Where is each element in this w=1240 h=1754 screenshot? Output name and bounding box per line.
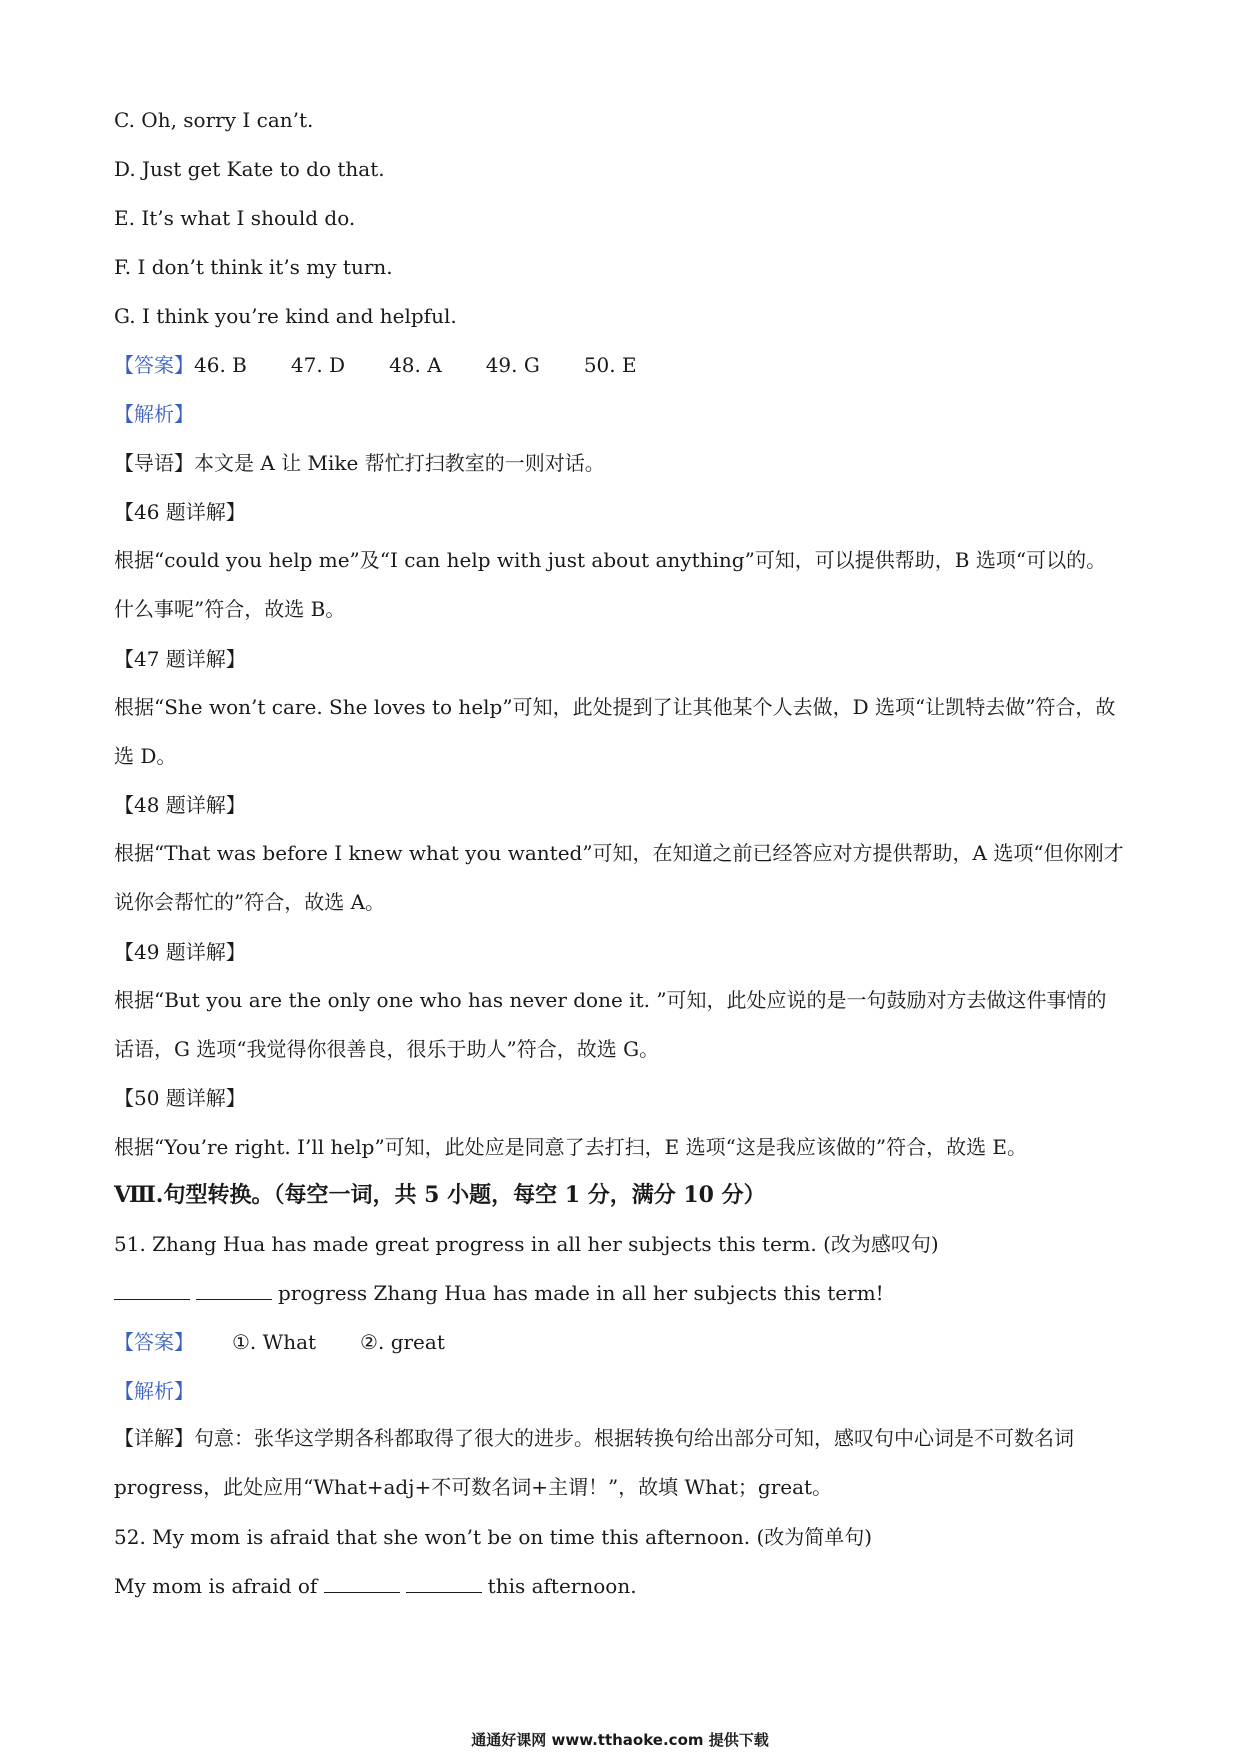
question-52-blanks [114,1572,1126,1600]
answer-label: 【答案】 [114,1330,194,1354]
detail-heading-49: 【49 题详解】 [114,940,246,964]
blank [196,1281,272,1300]
blank [114,1281,190,1300]
page-footer: 通通好课网 www.tthaoke.com 提供下载 [471,1731,769,1749]
option-g: G. I think you’re kind and helpful. [114,304,457,328]
option-d: D. Just get Kate to do that. [114,157,385,181]
answer-51-item-1: ①. What [232,1330,317,1354]
question-52-suffix: this afternoon. [487,1574,637,1598]
answer-51-line [114,1328,1126,1356]
detail-heading-47: 【47 题详解】 [114,647,246,671]
detail-heading-48: 【48 题详解】 [114,793,246,817]
answer-51-item-2: ②. great [360,1330,445,1354]
answers-line [114,351,1126,379]
option-c: C. Oh, sorry I can’t. [114,108,314,132]
detail-heading-50: 【50 题详解】 [114,1086,246,1110]
analysis-label-51: 【解析】 [114,1379,194,1403]
answer-label: 【答案】 [114,353,194,377]
detail-text-48: 根据“That was before I knew what you wanted”可知，在知道之前已经答应对方提供帮助，A 选项“但你刚才说你会帮忙的”符合，故选 A。 [114,841,1124,914]
question-51-rest: progress Zhang Hua has made in all her subjects this term! [278,1281,884,1305]
question-52: 52. My mom is afraid that she won’t be on time this afternoon. (改为简单句) [114,1525,873,1549]
option-e: E. It’s what I should do. [114,206,356,230]
detail-text-49: 根据“But you are the only one who has never done it. ”可知，此处应说的是一句鼓励对方去做这件事情的话语，G 选项“我觉得你很善良，很乐于助人”符合，故选 G。 [114,988,1107,1061]
detail-text-51: 【详解】句意：张华这学期各科都取得了很大的进步。根据转换句给出部分可知，感叹句中心词是不可数名词 progress，此处应用“What+adj+不可数名词+主谓！”，故填 What；great。 [114,1426,1074,1499]
detail-heading-46: 【46 题详解】 [114,500,246,524]
analysis-label: 【解析】 [114,402,194,426]
answer-item: 48. A [389,353,442,377]
answer-item: 49. G [485,353,540,377]
answer-item: 47. D [290,353,346,377]
answer-item: 46. B [194,353,247,377]
blank [406,1574,482,1593]
question-51-blanks [114,1279,1126,1307]
question-51: 51. Zhang Hua has made great progress in all her subjects this term. (改为感叹句) [114,1232,939,1256]
question-52-prefix: My mom is afraid of [114,1574,318,1598]
detail-text-46: 根据“could you help me”及“I can help with just about anything”可知，可以提供帮助，B 选项“可以的。什么事呢”符合，故选 B。 [114,548,1107,621]
blank [324,1574,400,1593]
option-f: F. I don’t think it’s my turn. [114,255,393,279]
detail-text-50: 根据“You’re right. I’ll help”可知，此处应是同意了去打扫，E 选项“这是我应该做的”符合，故选 E。 [114,1135,1028,1159]
answer-item: 50. E [583,353,637,377]
detail-text-47: 根据“She won’t care. She loves to help”可知，此处提到了让其他某个人去做，D 选项“让凯特去做”符合，故选 D。 [114,695,1116,768]
section-title: Ⅷ.句型转换。（每空一词，共 5 小题，每空 1 分，满分 10 分） [114,1182,766,1208]
intro-text: 【导语】本文是 A 让 Mike 帮忙打扫教室的一则对话。 [114,451,605,475]
